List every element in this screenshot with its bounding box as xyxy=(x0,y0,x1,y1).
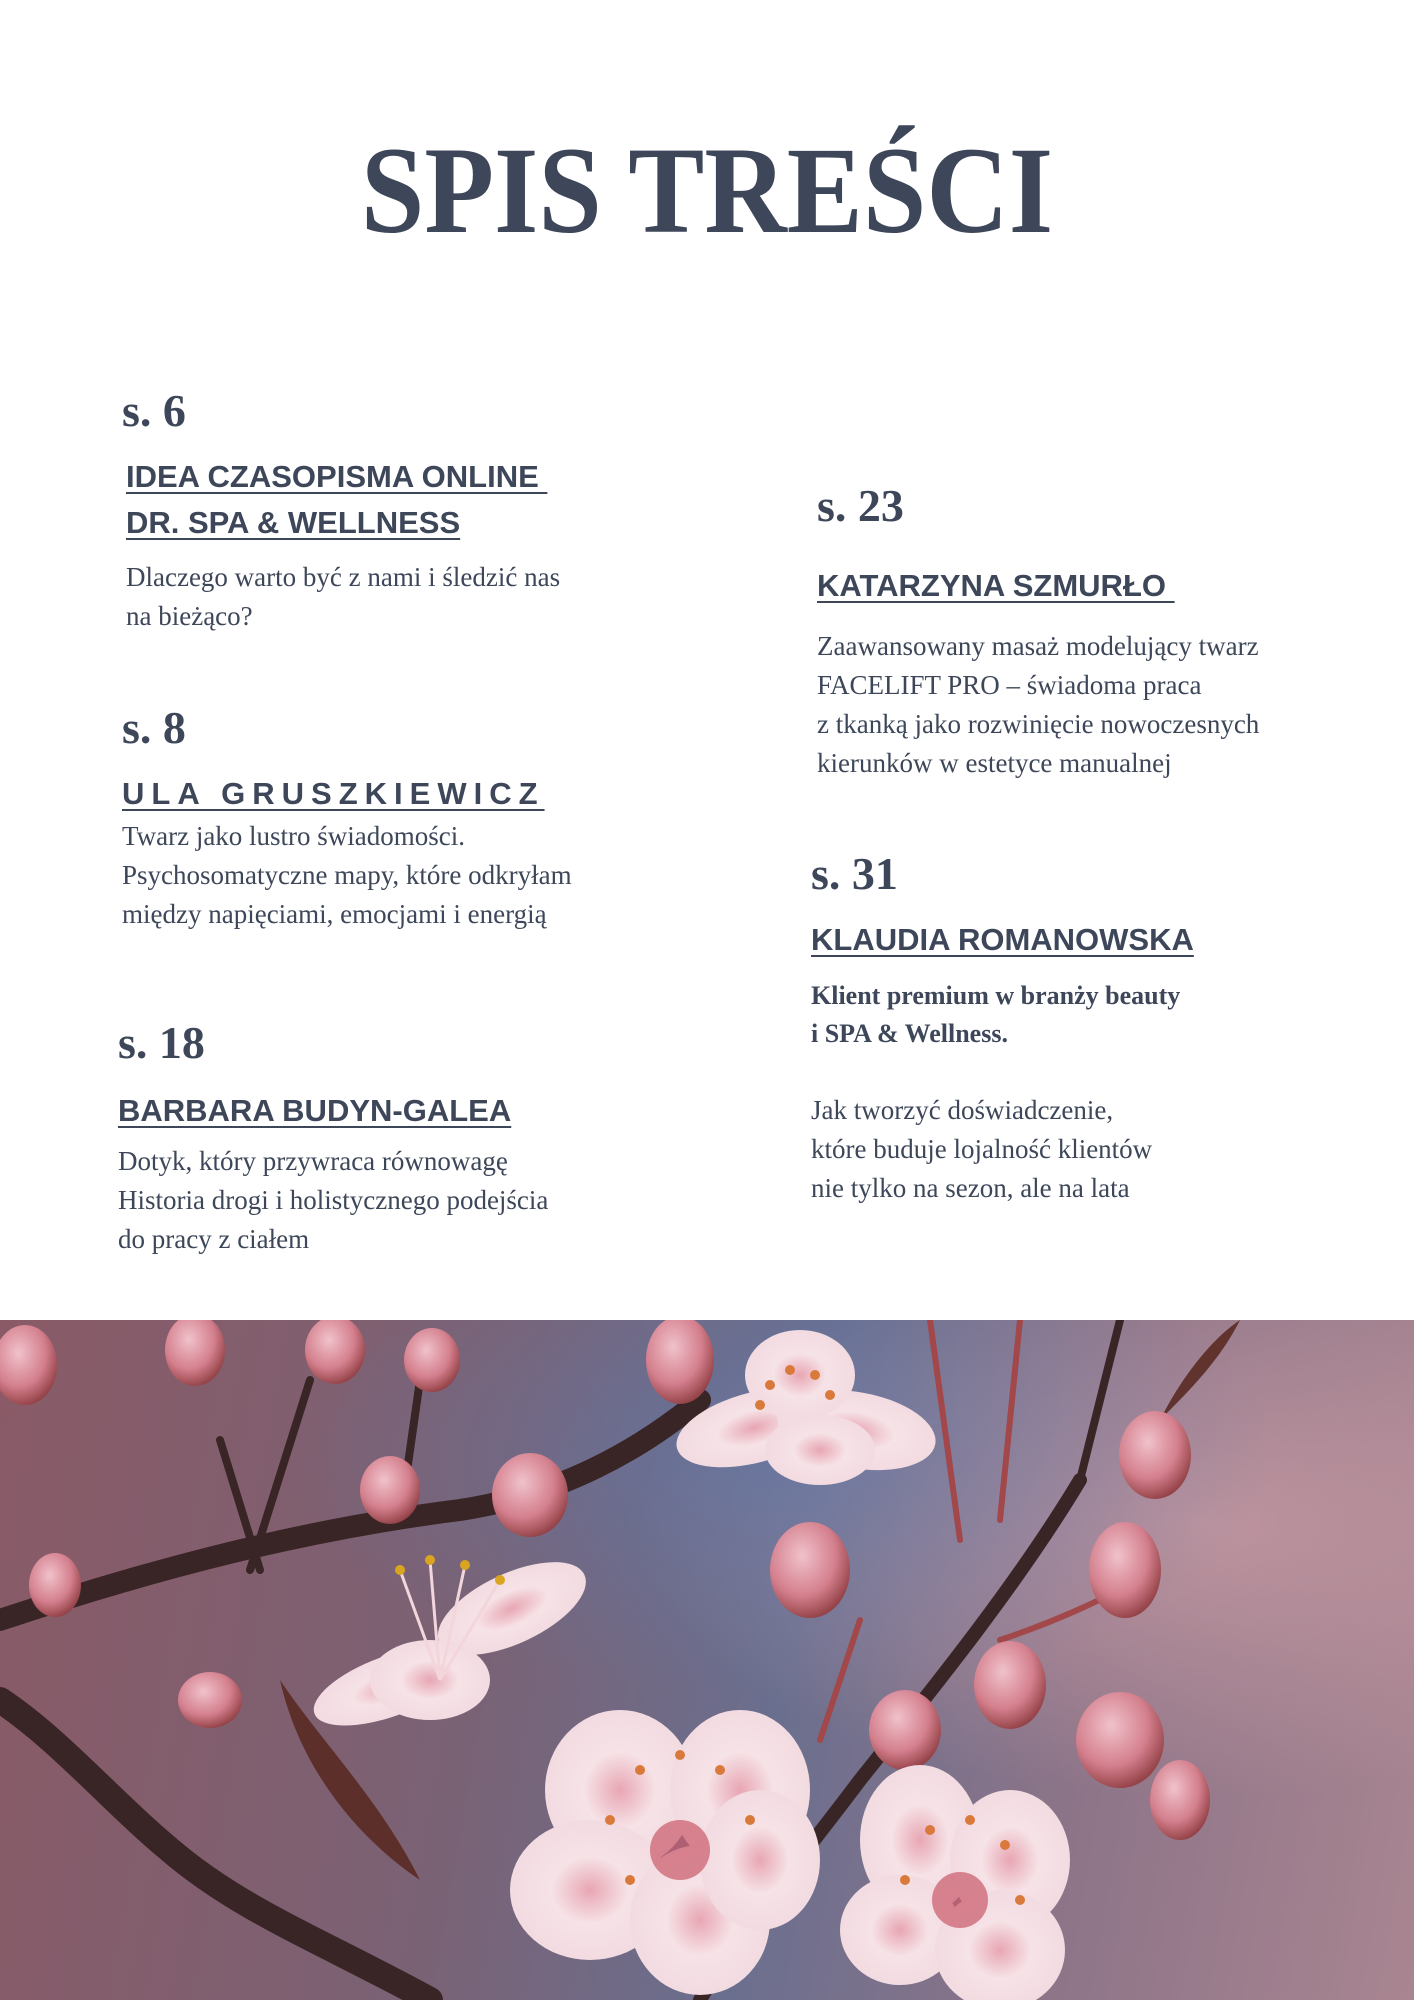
entry-description-line: Dlaczego warto być z nami i śledzić nas xyxy=(126,562,561,592)
entry-lead-line: i SPA & Wellness. xyxy=(811,1019,1008,1048)
toc-entry-page-8[interactable] xyxy=(122,702,572,934)
entry-description-line: na bieżąco? xyxy=(126,601,253,631)
entry-description-line: Twarz jako lustro świadomości. xyxy=(122,821,466,851)
page-number: s. 23 xyxy=(817,480,904,531)
toc-entry-page-18[interactable] xyxy=(118,1017,549,1259)
entry-heading-line[interactable]: DR. SPA & WELLNESS xyxy=(126,505,461,540)
entry-heading-line[interactable]: IDEA CZASOPISMA ONLINE xyxy=(126,459,548,494)
entry-heading-line[interactable]: KLAUDIA ROMANOWSKA xyxy=(811,922,1194,957)
entry-description-line: między napięciami, emocjami i energią xyxy=(122,899,547,929)
entry-description-line: FACELIFT PRO – świadoma praca xyxy=(817,670,1202,700)
toc-entry-page-31[interactable] xyxy=(811,848,1194,1208)
entry-description-line: z tkanką jako rozwinięcie nowoczesnych xyxy=(817,709,1260,739)
entry-lead-line: Klient premium w branży beauty xyxy=(811,981,1181,1010)
entry-description-line: kierunków w estetyce manualnej xyxy=(817,748,1172,778)
page-number: s. 31 xyxy=(811,848,898,899)
entry-heading-line[interactable]: KATARZYNA SZMURŁO xyxy=(817,568,1175,603)
toc-entry-page-6[interactable] xyxy=(122,385,561,636)
entry-description-line: Psychosomatyczne mapy, które odkryłam xyxy=(122,860,572,890)
entry-description-line: Historia drogi i holistycznego podejścia xyxy=(118,1185,549,1215)
entry-description-line: Zaawansowany masaż modelujący twarz xyxy=(817,631,1259,661)
entry-description-line: Dotyk, który przywraca równowagę xyxy=(118,1146,508,1176)
page-number: s. 18 xyxy=(118,1017,205,1068)
entry-heading-line[interactable]: ULA GRUSZKIEWICZ xyxy=(122,776,545,811)
page-number: s. 6 xyxy=(122,385,186,436)
entry-heading-line[interactable]: BARBARA BUDYN-GALEA xyxy=(118,1093,512,1128)
cherry-blossom-photo xyxy=(0,1320,1414,2000)
page-title: SPIS TREŚCI xyxy=(360,122,1054,259)
entry-description-line: Jak tworzyć doświadczenie, xyxy=(811,1095,1114,1125)
entry-description-line: do pracy z ciałem xyxy=(118,1224,310,1254)
cherry-blossom-illustration xyxy=(0,1320,1414,2000)
page-number: s. 8 xyxy=(122,702,186,753)
toc-entry-page-23[interactable] xyxy=(817,480,1260,783)
entry-description-line: nie tylko na sezon, ale na lata xyxy=(811,1173,1130,1203)
entry-description-line: które buduje lojalność klientów xyxy=(811,1134,1153,1164)
